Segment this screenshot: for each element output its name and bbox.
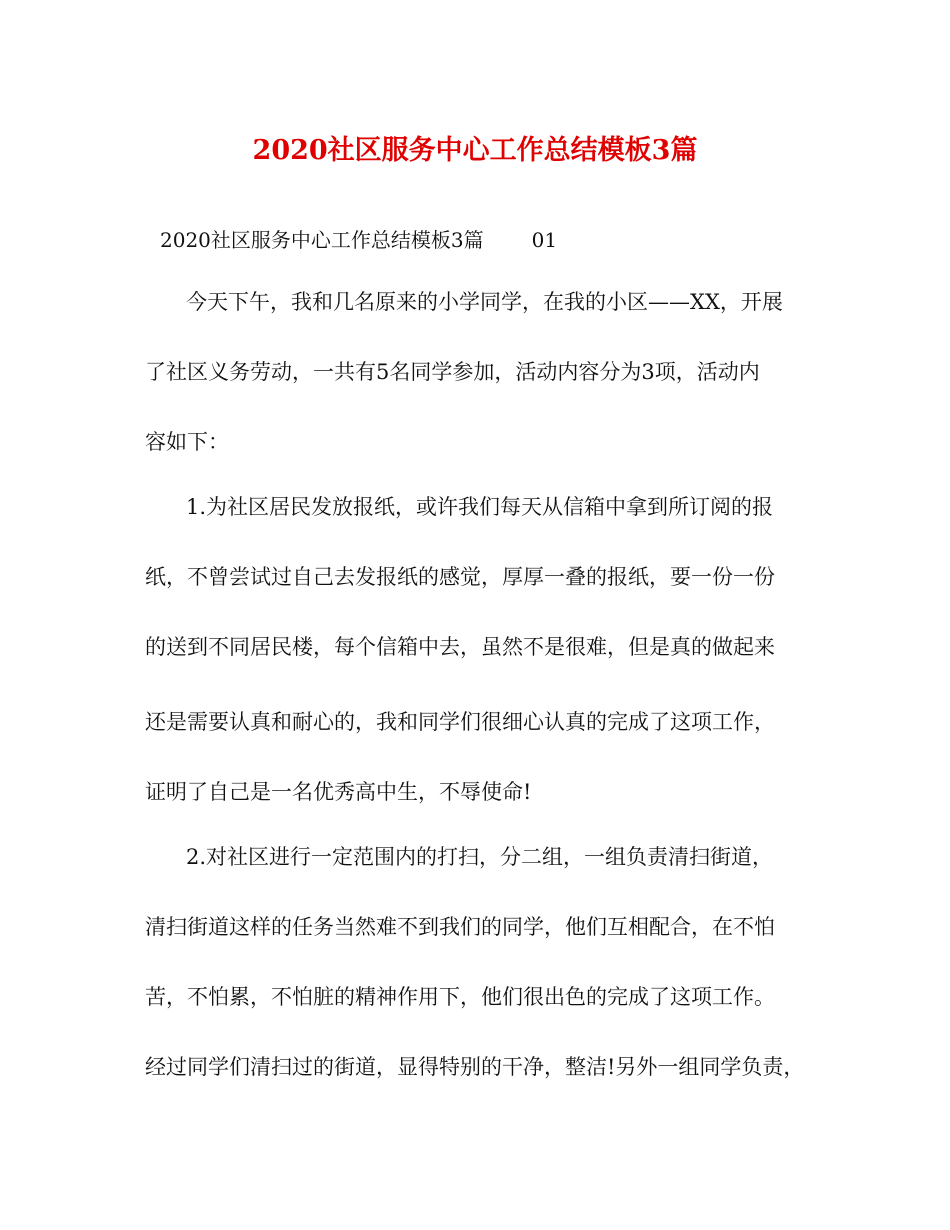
- paragraph-line: 证明了自己是一名优秀高中生，不辱使命!: [145, 780, 532, 804]
- paragraph-line: 了社区义务劳动，一共有5名同学参加，活动内容分为3项，活动内: [145, 360, 760, 384]
- paragraph-line: 2.对社区进行一定范围内的打扫，分二组，一组负责清扫街道，: [186, 845, 774, 869]
- paragraph-line: 今天下午，我和几名原来的小学同学，在我的小区——XX，开展: [186, 290, 783, 314]
- paragraph-line: 还是需要认真和耐心的，我和同学们很细心认真的完成了这项工作，: [145, 710, 775, 734]
- paragraph-line: 的送到不同居民楼，每个信箱中去，虽然不是很难，但是真的做起来: [145, 635, 775, 659]
- paragraph-line: 1.为社区居民发放报纸，或许我们每天从信箱中拿到所订阅的报: [186, 495, 774, 519]
- document-title: 2020社区服务中心工作总结模板3篇: [252, 135, 698, 166]
- section-heading-text: 2020社区服务中心工作总结模板3篇: [160, 228, 484, 252]
- paragraph-line: 经过同学们清扫过的街道，显得特别的干净，整洁!另外一组同学负责，: [145, 1055, 805, 1079]
- paragraph-line: 清扫街道这样的任务当然难不到我们的同学，他们互相配合，在不怕: [145, 915, 775, 939]
- paragraph-line: 苦，不怕累，不怕脏的精神作用下，他们很出色的完成了这项工作。: [145, 985, 775, 1009]
- section-number: 01: [531, 228, 558, 252]
- paragraph-line: 容如下：: [145, 430, 229, 454]
- paragraph-line: 纸，不曾尝试过自己去发报纸的感觉，厚厚一叠的报纸，要一份一份: [145, 565, 775, 589]
- section-heading: [160, 224, 557, 253]
